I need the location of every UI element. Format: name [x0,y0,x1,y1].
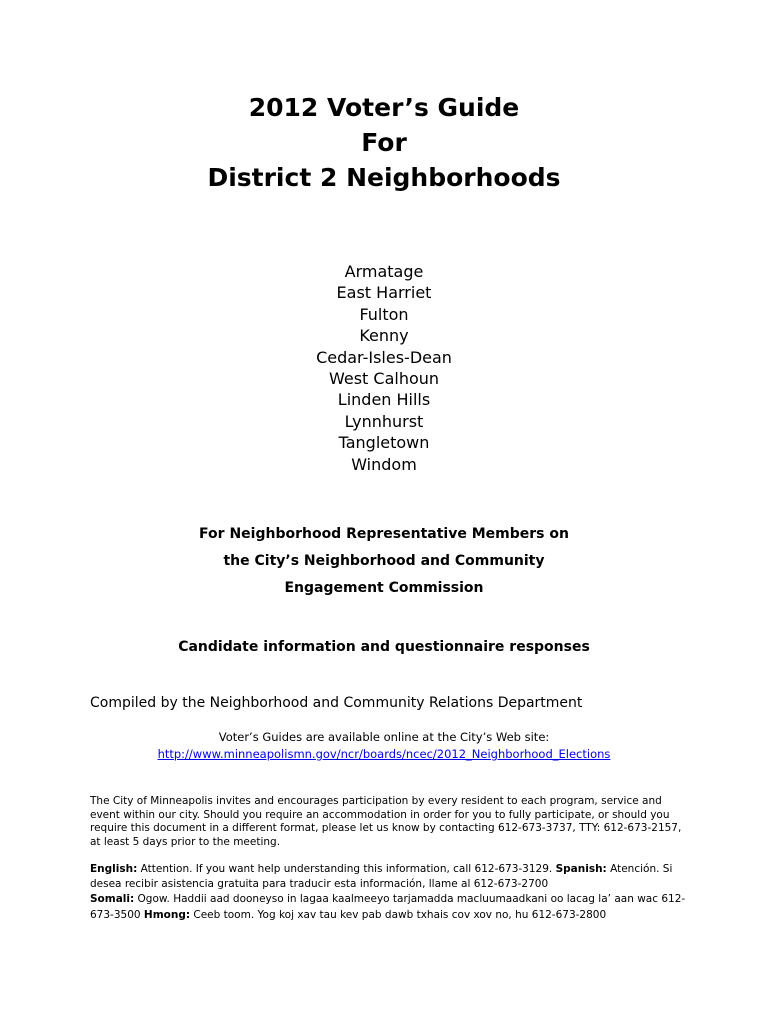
neighborhood-item: Fulton [359,304,409,324]
neighborhood-item: Lynnhurst [344,411,424,431]
language-assistance-paragraph [90,862,690,923]
title-line-3: District 2 Neighborhoods [207,163,561,192]
compiled-by-text: Compiled by the Neighborhood and Community Relations Department [90,695,583,711]
neighborhood-item: West Calhoun [328,369,440,389]
title-line-1: 2012 Voter’s Guide [248,93,520,122]
web-site-link[interactable]: http://www.minneapolismn.gov/ncr/boards/ncec/2012_Neighborhood_Elections [157,747,611,761]
document-title [0,90,768,195]
spanish-label: Spanish: [555,863,607,875]
neighborhood-item: Kenny [359,326,409,346]
commission-heading [0,521,768,602]
hmong-label: Hmong: [143,908,191,921]
title-line-2: For [361,128,407,157]
neighborhood-item: Windom [351,454,417,474]
commission-line-1: For Neighborhood Representative Members on [199,526,569,542]
commission-line-3: Engagement Commission [284,580,484,596]
neighborhood-item: East Harriet [336,283,432,303]
accommodation-paragraph: The City of Minneapolis invites and encourages participation by every resident to each program, service and event within our city. Should you require an accommodation in order for you to fully participate, or should you require this document in a different format, please let us know by contacting 612-673-3737, TTY: 612-673-2157, at least 5 days prior to the meeting. [90,795,682,848]
hmong-text: Ceeb toom. Yog koj xav tau kev pab dawb txhais cov xov no, hu 612-673-2800 [193,908,607,921]
somali-text: Ogow. Haddii aad dooneyso in lagaa kaalmeeyo tarjamadda macluumaadkani oo lacag la’ aan wac 612-673-3500 [90,893,686,921]
neighborhood-item: Cedar-Isles-Dean [316,347,452,367]
online-availability [0,729,768,763]
candidate-info-heading: Candidate information and questionnaire responses [178,639,590,655]
somali-label: Somali: [90,893,135,906]
neighborhood-item: Tangletown [338,433,430,453]
neighborhood-item: Linden Hills [337,390,431,410]
neighborhood-item: Armatage [344,262,424,281]
spanish-text: Atención. Si desea recibir asistencia gratuita para traducir esta información, llame al 612-673-2700 [90,863,673,891]
english-text: Attention. If you want help understanding this information, call 612-673-3129. [140,863,553,875]
english-label: English: [90,863,138,875]
commission-line-2: the City’s Neighborhood and Community [223,553,545,569]
online-text: Voter’s Guides are available online at the City’s Web site: [218,730,550,744]
neighborhood-list [0,261,768,475]
